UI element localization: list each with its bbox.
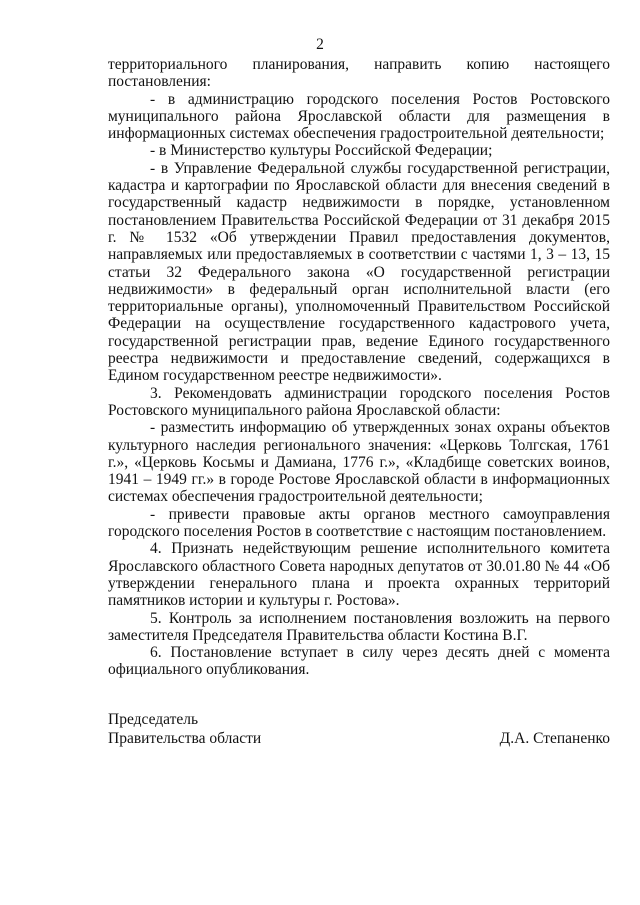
paragraph-continuation: территориального планирования, направить копию настоящего постановления: (108, 56, 610, 91)
paragraph-point-6: 6. Постановление вступает в силу через десять дней с момента официального опубликования. (108, 644, 610, 679)
signatory-title-line1: Председатель (108, 711, 199, 728)
signature-line (108, 729, 610, 748)
signature-block (108, 710, 610, 748)
page-number: 2 (316, 36, 324, 53)
paragraph-item-rosreestr: - в Управление Федеральной службы государственной регистрации, кадастра и картографии по Ярославской области для внесения сведений в государственный кадастр недвижимости в порядке, установленном постановлением Правительства Российской Федерации от 31 декабря 2015 г. № 1532 «Об утверждении Правил предоставления документов, направляемых или предоставляемых в соответствии с частями 1, 3 – 13, 15 статьи 32 Федерального закона «О государственной регистрации недвижимости» в федеральный орган исполнительной власти (его территориальные органы), уполномоченный Правительством Российской Федерации на осуществление государственного кадастрового учета, государственной регистрации прав, ведение Единого государственного реестра недвижимости и предоставление сведений, содержащихся в Едином государственном реестре недвижимости». (108, 159, 610, 385)
document-body (108, 56, 610, 679)
paragraph-point-3: 3. Рекомендовать администрации городского поселения Ростов Ростовского муниципального района Ярославской области: (108, 384, 610, 419)
paragraph-point-3-item-1: - разместить информацию об утвержденных зонах охраны объектов культурного наследия регионального значения: «Церковь Толгская, 1761 г.», «Церковь Косьмы и Дамиана, 1776 г.», «Кладбище советских воинов, 1941 – 1949 гг.» в городе Ростове Ярославской области в информационных системах обеспечения градостроительной деятельности; (108, 419, 610, 506)
paragraph-point-3-item-2: - привести правовые акты органов местного самоуправления городского поселения Ростов в соответствие с настоящим постановлением. (108, 505, 610, 541)
signatory-name: Д.А. Степаненко (499, 730, 610, 747)
paragraph-point-4: 4. Признать недействующим решение исполнительного комитета Ярославского областного Совета народных депутатов от 30.01.80 № 44 «Об утверждении генерального плана и проекта охранных территорий памятников истории и культуры г. Ростова». (108, 540, 610, 610)
signatory-title-line2: Правительства области (108, 730, 262, 747)
paragraph-item-administration: - в администрацию городского поселения Ростов Ростовского муниципального района Ярославской области для размещения в информационных системах обеспечения градостроительной деятельности; (108, 90, 610, 143)
paragraph-point-5: 5. Контроль за исполнением постановления возложить на первого заместителя Председателя Правительства области Костина В.Г. (108, 609, 610, 644)
paragraph-item-ministry: - в Министерство культуры Российской Федерации; (150, 142, 493, 160)
